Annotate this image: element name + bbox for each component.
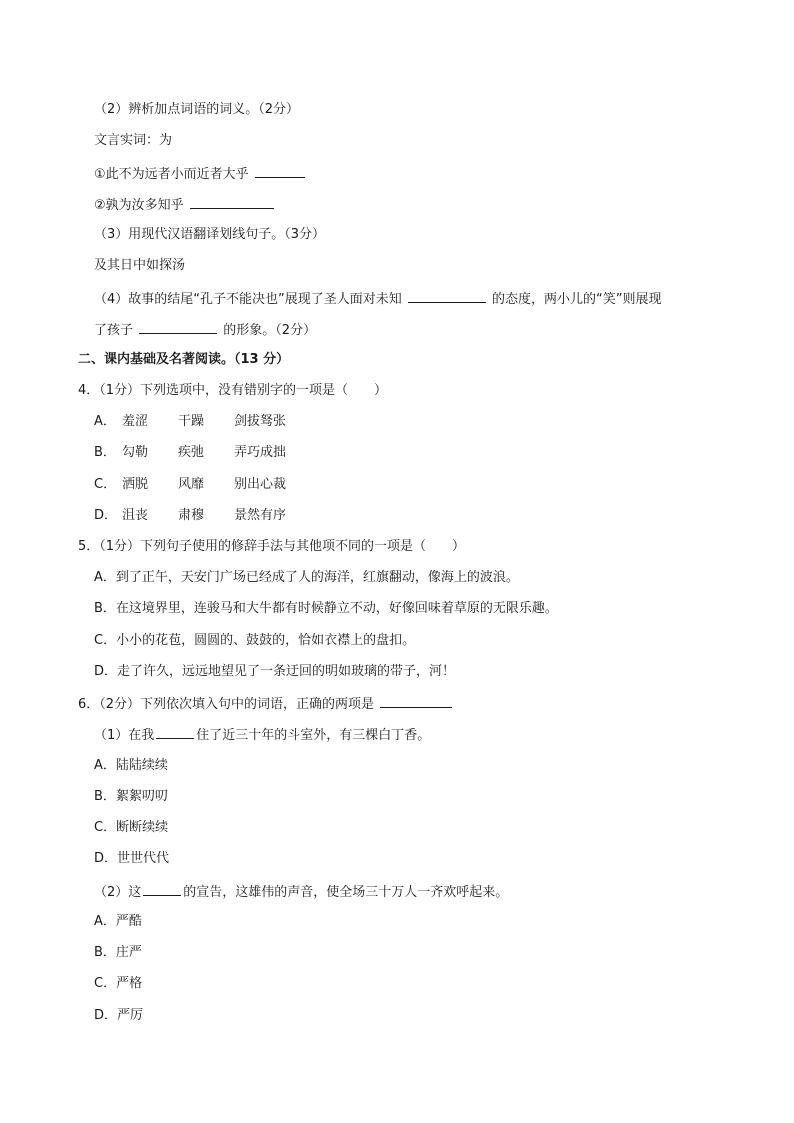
q3-item1 bbox=[94, 163, 307, 185]
q5-option-c[interactable]: C．小小的花苞，圆圆的、鼓鼓的，恰如衣襟上的盘扣。 bbox=[94, 633, 416, 648]
q6-sub1-option-d[interactable]: D．世世代代 bbox=[94, 851, 170, 866]
option-word: 勾勒 bbox=[122, 445, 149, 460]
q6-sub2-option-b[interactable]: B．庄严 bbox=[94, 945, 142, 960]
q3-item1-text: ①此不为远者小而近者大乎 bbox=[94, 167, 249, 182]
option-word: 洒脱 bbox=[122, 477, 149, 492]
option-letter: B． bbox=[94, 445, 116, 460]
option-word: 剑拔驽张 bbox=[234, 414, 287, 429]
q6-stem bbox=[78, 693, 454, 715]
q6-sub2 bbox=[94, 881, 508, 903]
q6-sub2-text-a: （2）这 bbox=[94, 885, 142, 900]
q6-sub1-text-a: （1）在我 bbox=[94, 728, 155, 743]
q6-sub2-option-d[interactable]: D．严厉 bbox=[94, 1008, 144, 1023]
q4-option-d[interactable] bbox=[94, 506, 286, 526]
q3-sub2-prompt: （2）辨析加点词语的词义。（2分） bbox=[94, 102, 300, 117]
answer-blank[interactable] bbox=[255, 163, 305, 178]
fill-blank bbox=[143, 881, 181, 896]
q6-sub1-option-a[interactable]: A．陆陆续续 bbox=[94, 758, 168, 773]
q5-option-d[interactable]: D．走了许久，远远地望见了一条迂回的明如玻璃的带子，河！ bbox=[94, 664, 456, 679]
q3-wenyan-label: 文言实词：为 bbox=[94, 133, 173, 148]
option-word: 疾弛 bbox=[178, 445, 205, 460]
q5-stem: 5．（1分）下列句子使用的修辞手法与其他项不同的一项是（ ） bbox=[78, 539, 466, 554]
q5-option-a[interactable]: A．到了正午，天安门广场已经成了人的海洋，红旗翻动，像海上的波浪。 bbox=[94, 570, 519, 585]
option-word: 羞涩 bbox=[122, 414, 149, 429]
option-word: 别出心裁 bbox=[234, 477, 287, 492]
answer-blank[interactable] bbox=[139, 319, 217, 334]
q3-sub4-line2 bbox=[94, 319, 316, 341]
q3-sub4-text-b: 的态度，两小儿的“笑”则展现 bbox=[492, 292, 662, 307]
option-word: 风靡 bbox=[178, 477, 205, 492]
q3-translate-sentence: 及其日中如探汤 bbox=[94, 258, 186, 273]
q3-sub3-prompt: （3）用现代汉语翻译划线句子。（3分） bbox=[94, 227, 326, 242]
q6-sub1-option-c[interactable]: C．断断续续 bbox=[94, 820, 169, 835]
option-word: 干躁 bbox=[178, 414, 205, 429]
answer-blank[interactable] bbox=[408, 288, 486, 303]
q3-sub4-line1 bbox=[94, 288, 662, 310]
option-word: 景然有序 bbox=[234, 508, 287, 523]
q3-sub4-text-c: 了孩子 bbox=[94, 323, 134, 338]
q3-sub4-text-d: 的形象。（2分） bbox=[223, 323, 317, 338]
answer-blank[interactable] bbox=[380, 693, 452, 708]
q6-sub1-option-b[interactable]: B．絮絮叨叨 bbox=[94, 789, 168, 804]
q4-option-c[interactable] bbox=[94, 475, 286, 495]
option-word: 弄巧成拙 bbox=[234, 445, 287, 460]
q6-sub2-option-a[interactable]: A．严酷 bbox=[94, 914, 142, 929]
q6-sub2-text-b: 的宣告，这雄伟的声音，使全场三十万人一齐欢呼起来。 bbox=[183, 885, 509, 900]
fill-blank bbox=[156, 724, 194, 739]
q3-item2 bbox=[94, 194, 276, 216]
option-letter: D． bbox=[94, 508, 118, 523]
q4-option-b[interactable] bbox=[94, 443, 286, 463]
q4-option-a[interactable] bbox=[94, 412, 286, 432]
option-word: 沮丧 bbox=[122, 508, 149, 523]
option-letter: A． bbox=[94, 414, 116, 429]
q6-sub1-text-b: 住了近三十年的斗室外，有三棵白丁香。 bbox=[196, 728, 431, 743]
q3-sub4-text-a: （4）故事的结尾“孔子不能决也”展现了圣人面对未知 bbox=[94, 292, 402, 307]
q6-sub2-option-c[interactable]: C．严格 bbox=[94, 976, 143, 991]
q6-sub1 bbox=[94, 724, 430, 746]
option-letter: C． bbox=[94, 477, 117, 492]
option-word: 肃穆 bbox=[178, 508, 205, 523]
q5-option-b[interactable]: B．在这境界里，连骏马和大牛都有时候静立不动，好像回味着草原的无限乐趣。 bbox=[94, 601, 558, 616]
answer-blank[interactable] bbox=[190, 194, 274, 209]
q4-stem: 4．（1分）下列选项中，没有错别字的一项是（ ） bbox=[78, 383, 388, 398]
q3-item2-text: ②孰为汝多知乎 bbox=[94, 198, 184, 213]
q6-stem-text: 6．（2分）下列依次填入句中的词语，正确的两项是 bbox=[78, 697, 375, 712]
section-heading: 二、课内基础及名著阅读。（13 分） bbox=[78, 352, 290, 367]
